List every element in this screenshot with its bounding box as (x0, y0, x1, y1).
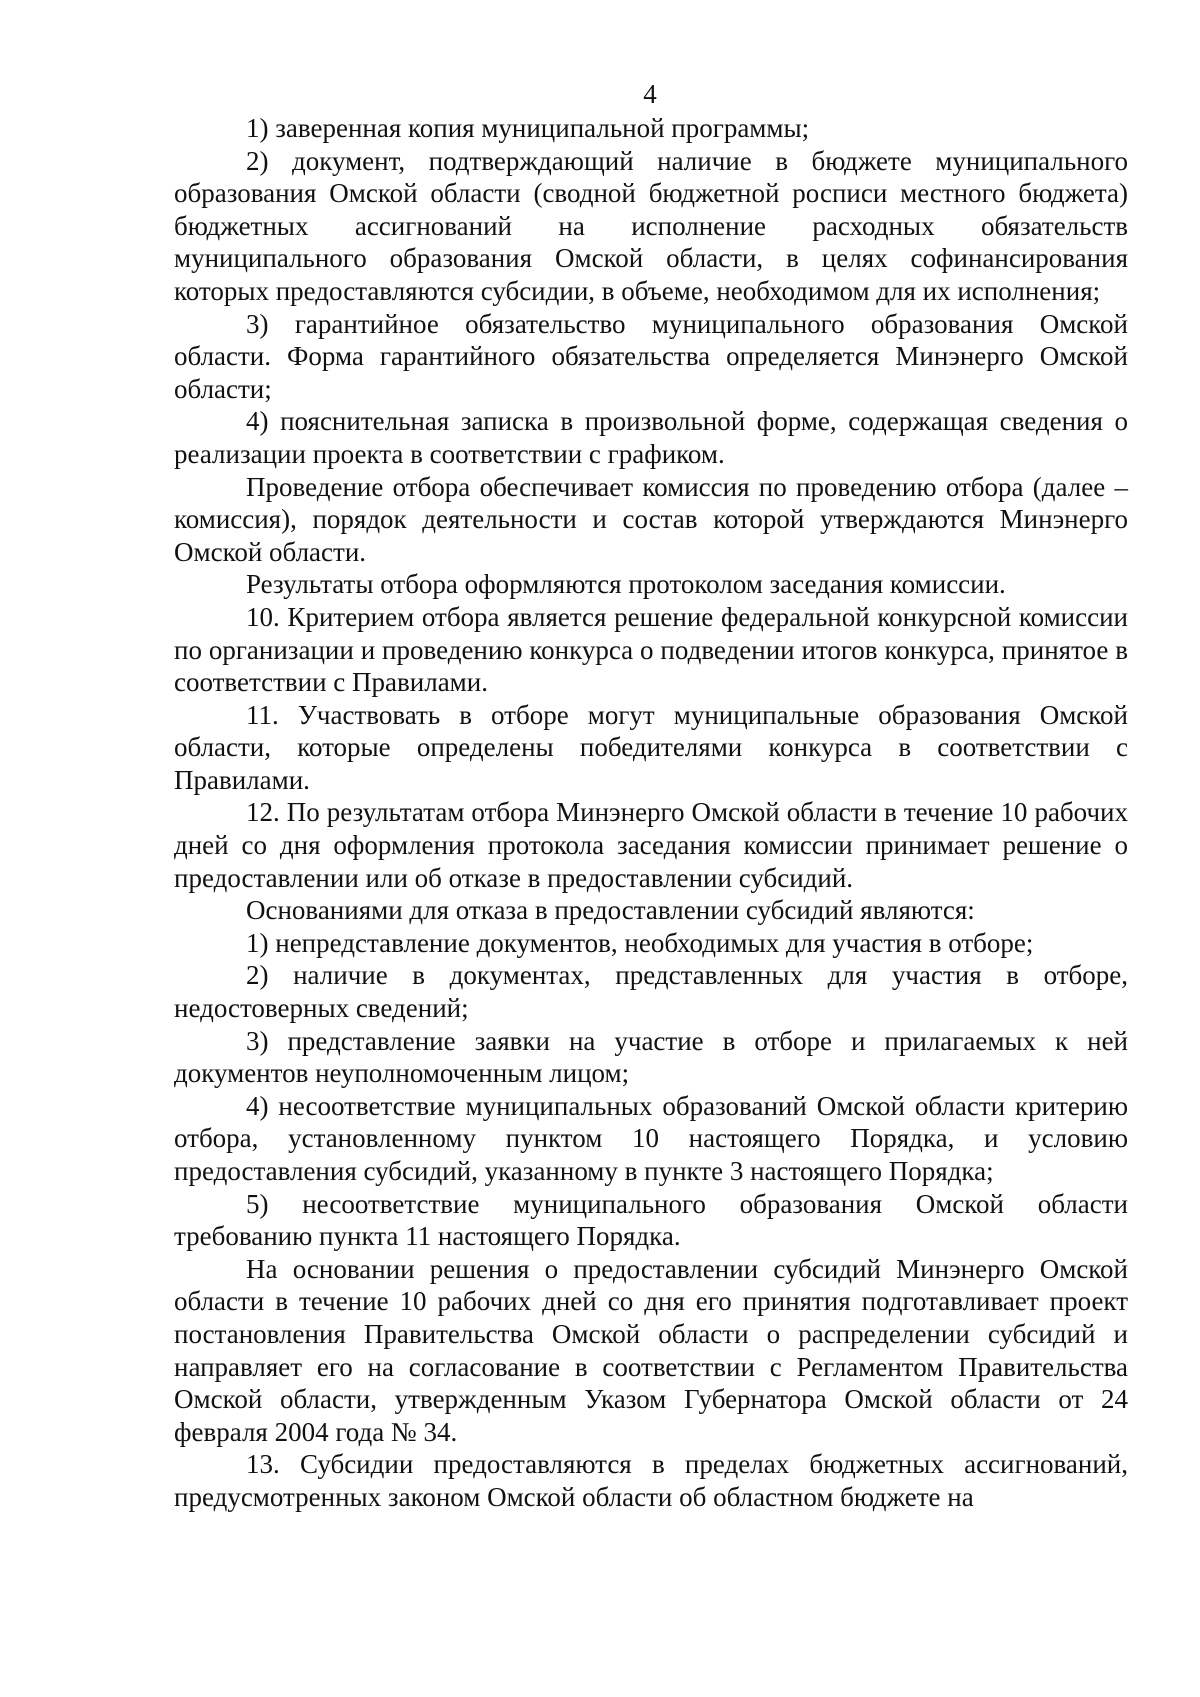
clause-13: 13. Субсидии предоставляются в пределах бюджетных ассигнований, предусмотренных законом Омской области об областном бюджете на (174, 1449, 1128, 1512)
refusal-item-3: 3) представление заявки на участие в отборе и прилагаемых к ней документов неуполномоченным лицом; (174, 1025, 1128, 1089)
refusal-item-1: 1) непредставление документов, необходимых для участия в отборе; (246, 927, 1034, 958)
paragraph-refusal-grounds: Основаниями для отказа в предоставлении субсидий являются: (246, 895, 975, 926)
refusal-item-4: 4) несоответствие муниципальных образований Омской области критерию отбора, установленному пунктом 10 настоящего Порядка, и условию предоставления субсидий, указанному в пункте 3 настоящего Порядка; (174, 1090, 1128, 1186)
list-item-budget-document: 2) документ, подтверждающий наличие в бюджете муниципального образования Омской области (сводной бюджетной росписи местного бюджета) бюджетных ассигнований на исполнение расходных обязательств муниципального образования Омской области, в целях софинансирования которых предоставляются субсидии, в объеме, необходимом для их исполнения; (174, 145, 1128, 306)
clause-12: 12. По результатам отбора Минэнерго Омской области в течение 10 рабочих дней со дня оформления протокола заседания комиссии принимает решение о предоставлении или об отказе в предоставлении субсидий. (174, 797, 1128, 893)
clause-10: 10. Критерием отбора является решение федеральной конкурсной комиссии по организации и проведению конкурса о подведении итогов конкурса, принятое в соответствии с Правилами. (174, 601, 1128, 698)
refusal-item-2: 2) наличие в документах, представленных для участия в отборе, недостоверных сведений; (174, 960, 1128, 1024)
list-item-certified-copy: 1) заверенная копия муниципальной программы; (246, 113, 810, 143)
paragraph-distribution-decree: На основании решения о предоставлении субсидий Минэнерго Омской области в течение 10 рабочих дней со дня его принятия подготавливает проект постановления Правительства Омской области о распределении субсидий и направляет его на согласование в соответствии с Регламентом Правительства Омской области, утвержденным Указом Губернатора Омской области от 24 февраля 2004 года № 34. (174, 1253, 1128, 1447)
document-body (174, 112, 1128, 1514)
list-item-guarantee-obligation: 3) гарантийное обязательство муниципального образования Омской области. Форма гарантийного обязательства определяется Минэнерго Омской области; (174, 308, 1128, 404)
paragraph-selection-commission: Проведение отбора обеспечивает комиссия по проведению отбора (далее – комиссия), порядок деятельности и состав которой утверждаются Минэнерго Омской области. (174, 471, 1128, 567)
list-item-explanatory-note: 4) пояснительная записка в произвольной форме, содержащая сведения о реализации проекта в соответствии с графиком. (174, 406, 1128, 469)
clause-11: 11. Участвовать в отборе могут муниципальные образования Омской области, которые определены победителями конкурса в соответствии с Правилами. (174, 699, 1128, 795)
refusal-item-5: 5) несоответствие муниципального образования Омской области требованию пункта 11 настоящего Порядка. (174, 1188, 1128, 1252)
paragraph-selection-results: Результаты отбора оформляются протоколом заседания комиссии. (246, 569, 1006, 600)
page-number: 4 (643, 79, 657, 109)
